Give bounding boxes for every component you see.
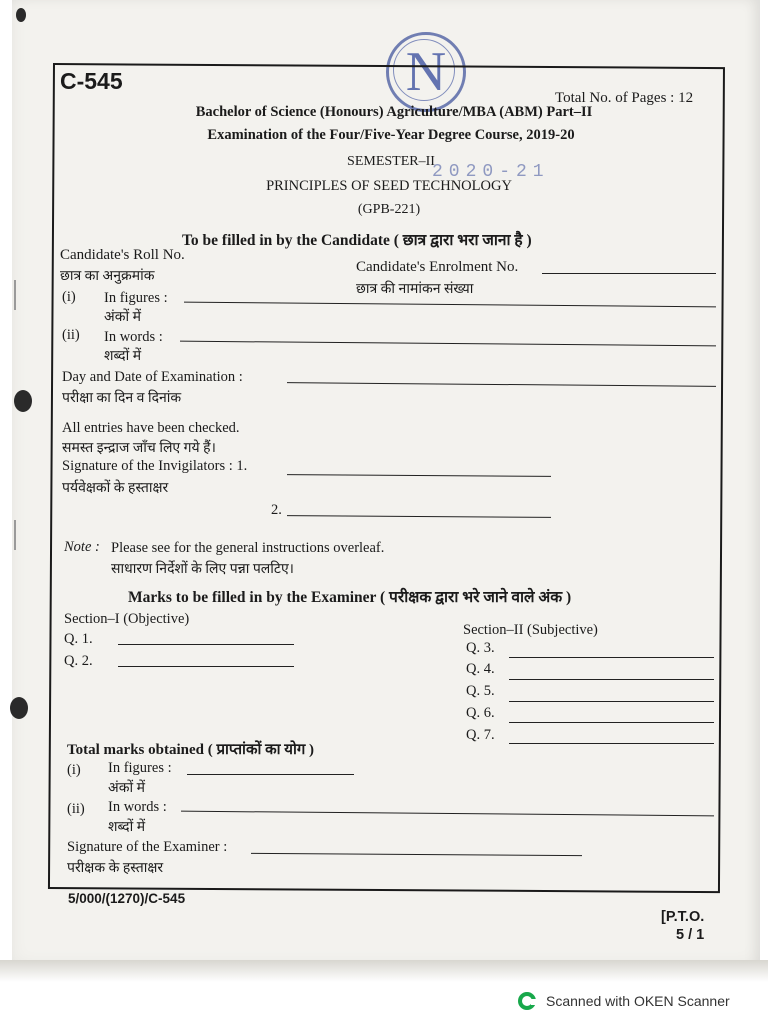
- punch-hole: [16, 8, 26, 22]
- paper-code: C-545: [60, 68, 123, 94]
- page-shadow: [0, 960, 768, 982]
- scanner-label: Scanned with OKEN Scanner: [546, 993, 730, 1009]
- oken-scanner-logo-icon: [518, 992, 536, 1010]
- marks-words-label: In words :: [108, 799, 167, 815]
- note-text-hi: साधारण निर्देशों के लिए पन्ना पलटिए।: [111, 562, 294, 577]
- total-pages: Total No. of Pages : 12: [555, 90, 694, 106]
- exam-date-label: Day and Date of Examination :: [62, 369, 243, 385]
- roll-figures-label: In figures :: [104, 290, 168, 306]
- semester: SEMESTER–II: [347, 154, 435, 169]
- note-label: Note :: [64, 539, 100, 555]
- marks-figures-field[interactable]: [187, 774, 354, 775]
- scanner-watermark: [518, 988, 730, 1014]
- date-stamp: 2020-21: [432, 162, 550, 182]
- q6-label: Q. 6.: [466, 705, 495, 721]
- q4-marks-field[interactable]: [509, 679, 714, 680]
- examination-title: Examination of the Four/Five-Year Degree Course, 2019-20: [207, 127, 575, 143]
- roll-figures-label-hi: अंकों में: [104, 310, 141, 325]
- subject-title: PRINCIPLES OF SEED TECHNOLOGY: [266, 178, 512, 194]
- section-two-label: Section–II (Subjective): [463, 622, 598, 638]
- note-text: Please see for the general instructions overleaf.: [111, 540, 385, 556]
- marks-figures-label: In figures :: [108, 760, 172, 776]
- roll-words-label: In words :: [104, 329, 163, 345]
- q4-label: Q. 4.: [466, 661, 495, 677]
- enrolment-no-label: Candidate's Enrolment No.: [356, 259, 519, 275]
- examiner-signature-label-hi: परीक्षक के हस्ताक्षर: [67, 861, 164, 876]
- invigilators-label-hi: पर्यवेक्षकों के हस्ताक्षर: [62, 481, 169, 496]
- roll-words-label-hi: शब्दों में: [104, 349, 142, 364]
- university-stamp: N: [386, 32, 466, 112]
- examiner-signature-label: Signature of the Examiner :: [67, 839, 228, 855]
- marks-figures-label-hi: अंकों में: [108, 781, 145, 796]
- candidate-heading: To be filled in by the Candidate ( छात्र द्वारा भरा जाना है ): [182, 232, 532, 249]
- q7-marks-field[interactable]: [509, 743, 714, 744]
- margin-mark: [14, 520, 16, 550]
- q2-label: Q. 2.: [64, 653, 93, 669]
- q2-marks-field[interactable]: [118, 666, 294, 667]
- q3-label: Q. 3.: [466, 640, 495, 656]
- q7-label: Q. 7.: [466, 727, 495, 743]
- entries-checked: All entries have been checked.: [62, 420, 240, 436]
- entries-checked-hi: समस्त इन्द्राज जाँच लिए गये हैं।: [62, 441, 216, 456]
- q1-label: Q. 1.: [64, 631, 93, 647]
- marks-words-num: (ii): [67, 801, 85, 817]
- page-reference: 5 / 1: [676, 927, 705, 943]
- marks-figures-num: (i): [67, 762, 81, 778]
- roll-figures-num: (i): [62, 289, 76, 305]
- invigilator-two-num: 2.: [271, 502, 282, 518]
- punch-hole: [10, 697, 28, 719]
- roll-no-label: Candidate's Roll No.: [60, 247, 185, 263]
- invigilators-label: Signature of the Invigilators : 1.: [62, 458, 248, 474]
- pto-label: [P.T.O.: [661, 909, 705, 925]
- exam-date-label-hi: परीक्षा का दिन व दिनांक: [62, 391, 182, 406]
- q3-marks-field[interactable]: [509, 657, 714, 658]
- footer-code: 5/000/(1270)/C-545: [68, 891, 186, 906]
- q1-marks-field[interactable]: [118, 644, 294, 645]
- course-code: (GPB-221): [357, 202, 421, 217]
- punch-hole: [14, 390, 32, 412]
- section-one-label: Section–I (Objective): [64, 611, 190, 627]
- margin-mark: [14, 280, 16, 310]
- roll-words-num: (ii): [62, 327, 80, 343]
- examiner-heading: Marks to be filled in by the Examiner ( परीक्षक द्वारा भरे जाने वाले अंक ): [128, 589, 572, 606]
- total-marks-label: Total marks obtained ( प्राप्तांकों का योग ): [67, 742, 315, 758]
- q6-marks-field[interactable]: [509, 722, 714, 723]
- q5-label: Q. 5.: [466, 683, 495, 699]
- q5-marks-field[interactable]: [509, 701, 714, 702]
- marks-words-label-hi: शब्दों में: [108, 820, 146, 835]
- enrolment-no-label-hi: छात्र की नामांकन संख्या: [356, 282, 474, 297]
- enrolment-no-field[interactable]: [542, 273, 716, 274]
- roll-no-label-hi: छात्र का अनुक्रमांक: [60, 269, 155, 284]
- degree-title: Bachelor of Science (Honours) Agriculture/MBA (ABM) Part–II: [195, 104, 593, 120]
